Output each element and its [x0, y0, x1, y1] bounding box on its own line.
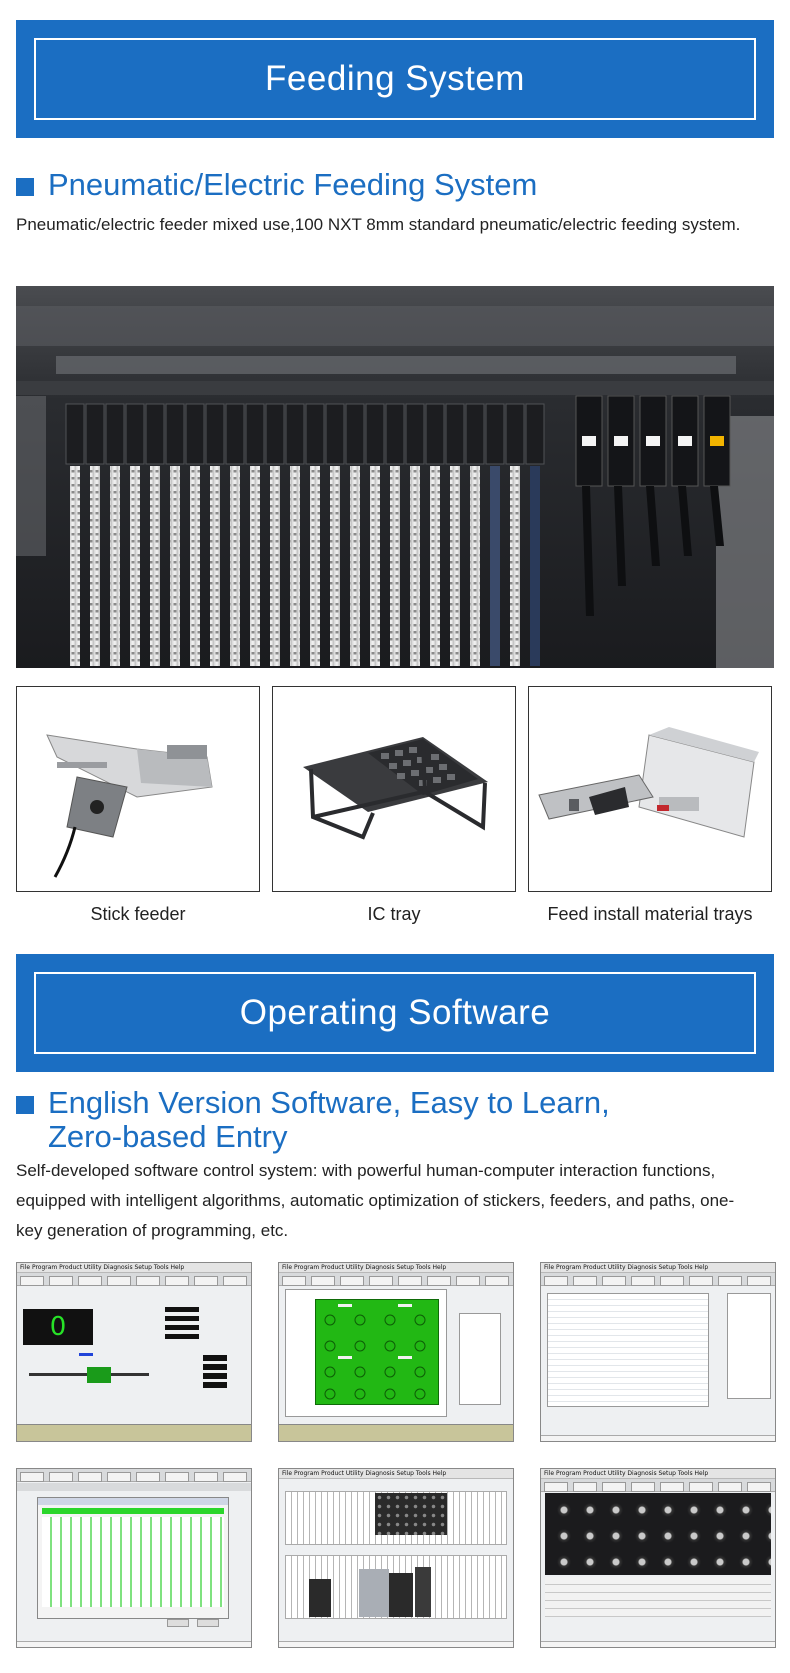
operating-software-banner [16, 954, 774, 1072]
toolbar [541, 1479, 775, 1492]
stick-feeder-image [16, 686, 260, 892]
banner-title: Operating Software [239, 993, 551, 1032]
ic-tray-illustration [273, 687, 515, 891]
software-screenshot-optimizer [16, 1468, 252, 1648]
software-screenshot-part-list [540, 1262, 776, 1442]
status-bar [279, 1641, 513, 1648]
heading-line-2: Zero-based Entry [48, 1119, 288, 1154]
heading-text: Pneumatic/Electric Feeding System [48, 167, 538, 202]
feed-install-trays-illustration [529, 687, 771, 891]
menu-bar: File Program Product Utility Diagnosis Setup Tools Help [541, 1469, 775, 1479]
stick-feeder-caption: Stick feeder [90, 904, 186, 924]
status-bar [541, 1641, 775, 1648]
ic-tray-caption: IC tray [367, 904, 421, 924]
feeder-rack-illustration [16, 286, 774, 668]
square-bullet-icon [16, 1096, 34, 1114]
pcb-pattern [316, 1300, 438, 1404]
menu-bar: File Program Product Utility Diagnosis Setup Tools Help [17, 1263, 251, 1273]
feeding-heading [16, 168, 537, 202]
toolbar [17, 1273, 251, 1286]
software-screenshot-monitor [16, 1262, 252, 1442]
pcb-board [315, 1299, 439, 1405]
menu-bar: File Program Product Utility Diagnosis Setup Tools Help [279, 1469, 513, 1479]
banner-title: Feeding System [265, 59, 525, 98]
counter-display [23, 1309, 93, 1345]
counter-digit: 0 [49, 1312, 67, 1342]
software-description: Self-developed software control system: with powerful human-computer interaction functions, equipped with intelligent algorithms, automatic optimization of stickers, feeders, and paths, one-key generation of programming, etc. [16, 1161, 735, 1240]
banner-frame [34, 38, 756, 120]
software-screenshot-feeder-banks [278, 1468, 514, 1648]
feeder-rack-photo [16, 286, 774, 668]
software-heading [16, 1086, 610, 1154]
heading-line-1: English Version Software, Easy to Learn, [48, 1085, 610, 1120]
ic-tray-image [272, 686, 516, 892]
status-bar [279, 1424, 513, 1441]
status-bar [17, 1424, 251, 1441]
menu-bar: File Program Product Utility Diagnosis Setup Tools Help [541, 1263, 775, 1273]
feeding-description: Pneumatic/electric feeder mixed use,100 NXT 8mm standard pneumatic/electric feeding system. [16, 215, 741, 234]
toolbar [17, 1469, 251, 1482]
menu-bar: File Program Product Utility Diagnosis Setup Tools Help [279, 1263, 513, 1273]
stick-feeder-illustration [17, 687, 259, 891]
banner-frame [34, 972, 756, 1054]
square-bullet-icon [16, 178, 34, 196]
software-screenshot-nozzle-view [540, 1468, 776, 1648]
toolbar [541, 1273, 775, 1286]
software-screenshot-pcb-program [278, 1262, 514, 1442]
status-bar [17, 1641, 251, 1648]
status-bar [541, 1435, 775, 1442]
toolbar [279, 1273, 513, 1286]
feeding-system-banner [16, 20, 774, 138]
feed-install-trays-caption: Feed install material trays [547, 904, 753, 924]
feed-install-trays-image [528, 686, 772, 892]
